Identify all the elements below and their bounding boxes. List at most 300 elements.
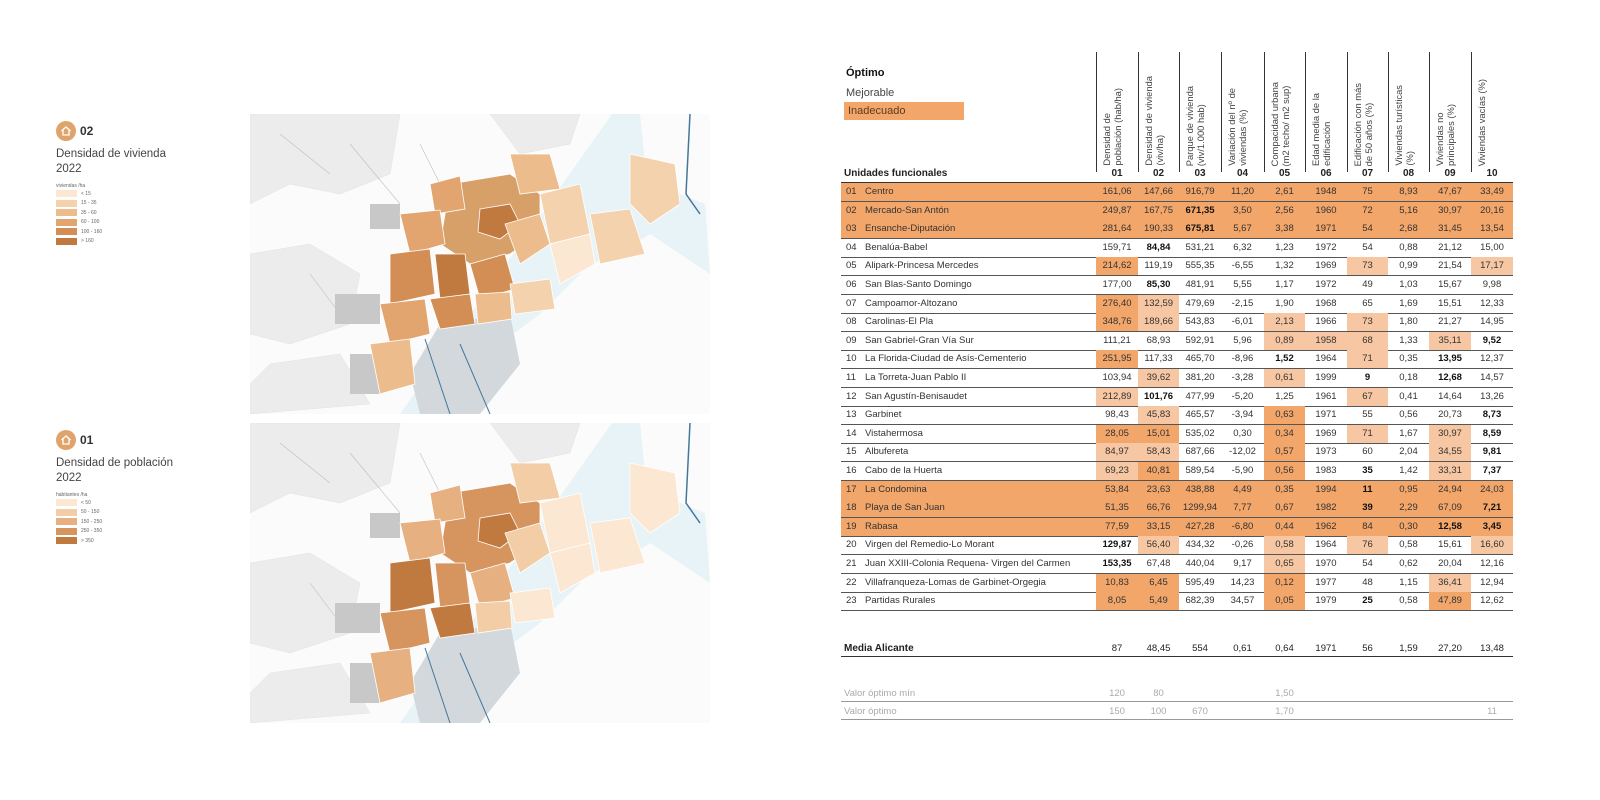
- table-cell: 69,23: [1096, 462, 1138, 480]
- table-cell: 12,37: [1480, 353, 1504, 365]
- table-cell: 0,88: [1399, 241, 1418, 253]
- row-name: San Gabriel-Gran Vía Sur: [865, 334, 974, 346]
- optimal_min-label: Valor óptimo mín: [844, 688, 916, 699]
- table-cell: 1994: [1315, 483, 1337, 495]
- row-name: Partidas Rurales: [865, 595, 936, 607]
- column-label: Edad media de la edificación: [1310, 93, 1332, 166]
- column-header: [1305, 52, 1347, 172]
- table-cell: 0,41: [1399, 390, 1418, 402]
- table-cell: 33,31: [1429, 462, 1471, 480]
- table-cell: 54: [1362, 558, 1373, 569]
- table-cell: 68: [1347, 332, 1388, 350]
- table-cell: 132,59: [1138, 295, 1179, 313]
- table-cell: 20,04: [1438, 558, 1462, 569]
- table-cell: 1970: [1315, 558, 1337, 569]
- table-row: [841, 183, 1513, 202]
- table-cell: 427,28: [1185, 520, 1215, 532]
- table-cell: 60: [1362, 446, 1373, 458]
- row-name: Mercado-San Antón: [865, 204, 949, 216]
- table-cell: 1979: [1315, 595, 1337, 607]
- table-cell: 51,35: [1105, 502, 1129, 514]
- map-densidad-poblacion: [250, 423, 710, 723]
- legend-number: 02: [80, 124, 94, 138]
- legend-range: [56, 189, 236, 199]
- row-number: 14: [846, 427, 857, 439]
- table-cell: 25: [1362, 595, 1373, 607]
- table-cell: 73: [1347, 257, 1388, 275]
- table-cell: 5,96: [1233, 334, 1252, 346]
- table-cell: 1,32: [1275, 260, 1294, 272]
- table-cell: 84,84: [1146, 241, 1171, 253]
- table-cell: 153,35: [1102, 558, 1132, 569]
- row-number: 22: [846, 576, 857, 588]
- legend-swatch: [56, 209, 77, 216]
- legend-range-label: 35 - 60: [81, 209, 97, 216]
- table-cell: 0,61: [1264, 369, 1305, 387]
- table-cell: 1,42: [1399, 465, 1418, 476]
- table-cell: 39: [1362, 502, 1373, 514]
- table-cell: 129,87: [1102, 539, 1132, 551]
- table-cell: 40,81: [1138, 462, 1179, 480]
- table-cell: 9,81: [1482, 446, 1502, 458]
- table-cell: 348,76: [1096, 313, 1138, 331]
- table-cell: 5,55: [1233, 279, 1252, 290]
- table-cell: 147,66: [1143, 186, 1174, 197]
- indicator-table: [841, 0, 1513, 800]
- row-name: Vistahermosa: [865, 427, 923, 439]
- table-cell: 2,68: [1399, 223, 1418, 235]
- legend-year: 2022: [56, 472, 82, 484]
- legend-range: [56, 208, 236, 218]
- row-number: 12: [846, 390, 857, 402]
- row-number: 20: [846, 539, 857, 551]
- table-cell: 1983: [1315, 465, 1337, 476]
- table-cell: 1969: [1315, 427, 1337, 439]
- table-cell: -12,02: [1229, 446, 1256, 458]
- table-cell: 3,45: [1482, 520, 1502, 532]
- table-cell: 543,83: [1185, 316, 1215, 328]
- table-cell: 7,77: [1233, 502, 1252, 514]
- table-cell: 84,97: [1096, 443, 1138, 461]
- table-cell: 0,56: [1399, 409, 1418, 421]
- optimal_min-cell: [1221, 685, 1264, 702]
- table-cell: 0,05: [1264, 592, 1305, 610]
- table-cell: 477,99: [1185, 390, 1215, 402]
- table-cell: -3,94: [1231, 409, 1254, 421]
- legend-swatch: [56, 238, 77, 245]
- table-cell: 28,05: [1096, 425, 1138, 443]
- table-cell: 0,35: [1399, 353, 1418, 365]
- table-row: [841, 239, 1513, 258]
- table-cell: 14,23: [1230, 576, 1255, 588]
- table-row: [841, 313, 1513, 332]
- column-label: Densidad de vivienda (viv/ha): [1143, 76, 1165, 166]
- average-cell: 0,61: [1233, 643, 1252, 654]
- row-number: 10: [846, 353, 857, 365]
- legend-unit: viviendas /ha: [56, 183, 86, 189]
- optimal-cell: 150: [1109, 706, 1125, 717]
- row-number: 15: [846, 446, 857, 458]
- table-row: [841, 332, 1513, 351]
- table-cell: 12,68: [1438, 372, 1462, 383]
- row-name: Albufereta: [865, 446, 909, 458]
- table-cell: 12,58: [1438, 520, 1462, 532]
- table-row: [841, 518, 1513, 537]
- table-cell: 11: [1362, 483, 1373, 495]
- table-cell: 48: [1362, 576, 1373, 588]
- map-densidad-vivienda: [250, 114, 710, 414]
- row-number: 08: [846, 316, 857, 328]
- row-number: 03: [846, 223, 857, 235]
- table-cell: 15,01: [1138, 425, 1179, 443]
- table-cell: 251,95: [1096, 350, 1138, 368]
- table-cell: 67,09: [1438, 502, 1462, 514]
- legend-items: [56, 189, 236, 246]
- column-header: [1388, 52, 1429, 172]
- table-cell: 5,67: [1233, 223, 1252, 235]
- average-row: [841, 640, 1513, 657]
- table-cell: 13,95: [1438, 353, 1462, 365]
- table-cell: 47,67: [1438, 186, 1462, 197]
- table-cell: 159,71: [1102, 241, 1132, 253]
- table-cell: 34,57: [1230, 595, 1255, 607]
- table-cell: 33,15: [1146, 520, 1171, 532]
- table-cell: 0,12: [1264, 574, 1305, 592]
- column-number: 01: [1111, 168, 1123, 179]
- table-cell: 53,84: [1105, 483, 1129, 495]
- house-icon: [56, 121, 76, 141]
- optimal-cell: 670: [1192, 706, 1208, 717]
- table-cell: 15,51: [1438, 297, 1462, 309]
- table-cell: 1,25: [1275, 390, 1294, 402]
- row-name: Carolinas-El Pla: [865, 316, 934, 328]
- row-number: 16: [846, 465, 857, 476]
- optimal_min-cell: [1429, 685, 1471, 702]
- table-cell: 592,91: [1185, 334, 1215, 346]
- table-cell: 71: [1347, 425, 1388, 443]
- table-cell: 20,16: [1480, 204, 1504, 216]
- legend-swatch: [56, 537, 77, 544]
- table-cell: 2,13: [1264, 313, 1305, 331]
- table-cell: 0,99: [1399, 260, 1418, 272]
- table-cell: 76: [1347, 536, 1388, 554]
- column-header: [1179, 52, 1221, 172]
- table-cell: 55: [1362, 409, 1373, 421]
- column-label: Edificación con más de 50 años (%): [1352, 82, 1374, 166]
- legend-optimo: Óptimo: [846, 67, 885, 79]
- table-cell: 675,81: [1185, 223, 1215, 235]
- table-cell: 1964: [1315, 539, 1337, 551]
- column-number: 06: [1320, 168, 1332, 179]
- column-number: 05: [1278, 168, 1291, 179]
- table-row: [841, 443, 1513, 462]
- table-cell: 73: [1347, 313, 1388, 331]
- table-cell: 0,56: [1264, 462, 1305, 480]
- optimal-cell: 1,70: [1275, 706, 1294, 717]
- table-cell: 281,64: [1102, 223, 1132, 235]
- unidades-funcionales-title: Unidades funcionales: [844, 168, 948, 179]
- row-name: San Blas-Santo Domingo: [865, 279, 972, 290]
- table-row: [841, 295, 1513, 314]
- table-cell: 3,50: [1233, 204, 1252, 216]
- table-cell: 595,49: [1185, 576, 1215, 588]
- table-cell: 6,32: [1233, 241, 1252, 253]
- column-label: Viviendas turísticas (%): [1393, 85, 1415, 166]
- table-cell: 0,57: [1264, 443, 1305, 461]
- legend-range: [56, 498, 236, 508]
- table-cell: 0,30: [1233, 427, 1252, 439]
- table-cell: 30,97: [1438, 204, 1462, 216]
- table-row: [841, 202, 1513, 221]
- table-cell: 84: [1362, 520, 1373, 532]
- legend-range-label: 250 - 350: [81, 528, 103, 535]
- row-name: Alipark-Princesa Mercedes: [865, 260, 979, 272]
- table-cell: 56,40: [1138, 536, 1179, 554]
- table-cell: 1,67: [1399, 427, 1418, 439]
- table-cell: 214,62: [1096, 257, 1138, 275]
- table-cell: 1,33: [1399, 334, 1418, 346]
- table-cell: 1968: [1315, 297, 1337, 309]
- table-cell: 1,03: [1399, 279, 1418, 290]
- legend-swatch: [56, 518, 77, 525]
- table-cell: 67: [1347, 388, 1388, 406]
- table-cell: 103,94: [1102, 372, 1132, 383]
- table-cell: 212,89: [1096, 388, 1138, 406]
- optimal_min-cell: [1388, 685, 1429, 702]
- table-cell: 1973: [1315, 446, 1337, 458]
- table-cell: -6,55: [1231, 260, 1254, 272]
- legend-vivienda: [56, 121, 236, 246]
- optimal_min-row: [841, 685, 1513, 702]
- row-name: Cabo de la Huerta: [865, 465, 943, 476]
- table-cell: 1964: [1315, 353, 1337, 365]
- optimal_min-cell: [1179, 685, 1221, 702]
- table-cell: 0,35: [1275, 483, 1294, 495]
- table-cell: 17,17: [1471, 257, 1513, 275]
- table-cell: 0,65: [1264, 555, 1305, 573]
- average-cell: 27,20: [1438, 643, 1462, 654]
- table-cell: 65: [1362, 297, 1373, 309]
- table-cell: 5,16: [1399, 204, 1418, 216]
- table-row: [841, 536, 1513, 555]
- optimal_min-cell: 120: [1109, 688, 1125, 699]
- table-cell: 1966: [1315, 316, 1337, 328]
- column-number: 08: [1402, 168, 1415, 179]
- table-cell: 8,59: [1482, 427, 1502, 439]
- column-label: Compacidad urbana (m2 techo/ m2 sup): [1269, 81, 1291, 166]
- table-cell: 465,70: [1185, 353, 1215, 365]
- table-cell: -6,01: [1231, 316, 1254, 328]
- table-cell: 0,58: [1399, 539, 1418, 551]
- table-cell: 0,34: [1264, 425, 1305, 443]
- table-cell: 117,33: [1144, 353, 1173, 365]
- legend-range-label: 15 - 35: [81, 200, 97, 207]
- optimal_min-cell: [1471, 685, 1513, 702]
- row-name: Garbinet: [865, 409, 902, 421]
- table-row: [841, 276, 1513, 295]
- table-cell: 68,93: [1146, 334, 1171, 346]
- legend-items: [56, 498, 236, 546]
- legend-unit: habitantes /ha: [56, 492, 88, 498]
- table-cell: 36,41: [1429, 574, 1471, 592]
- table-cell: 8,05: [1096, 592, 1138, 610]
- table-cell: 1982: [1315, 502, 1337, 514]
- table-cell: 9,52: [1482, 334, 1502, 346]
- column-label: Variación del nº de viviendas (%): [1226, 88, 1248, 166]
- table-cell: 23,63: [1146, 483, 1171, 495]
- row-number: 17: [846, 483, 857, 495]
- table-cell: 9,98: [1482, 279, 1502, 290]
- table-cell: 21,12: [1438, 241, 1462, 253]
- table-cell: 465,57: [1185, 409, 1215, 421]
- legend-range: [56, 536, 236, 546]
- row-name: Rabasa: [865, 520, 898, 532]
- table-cell: 6,45: [1138, 574, 1179, 592]
- table-row: [841, 220, 1513, 239]
- row-number: 13: [846, 409, 857, 421]
- optimal_min-cell: [1347, 685, 1388, 702]
- legend-range-label: > 160: [81, 238, 94, 245]
- table-cell: 1299,94: [1182, 502, 1218, 514]
- table-cell: 12,62: [1480, 595, 1504, 607]
- legend-range-label: 50 - 150: [81, 509, 100, 516]
- legend-swatch: [56, 219, 77, 226]
- row-number: 02: [846, 204, 857, 216]
- table-cell: 7,21: [1482, 502, 1502, 514]
- table-cell: 47,89: [1429, 592, 1471, 610]
- legend-title: Densidad de vivienda: [56, 148, 166, 160]
- row-number: 18: [846, 502, 857, 514]
- column-label: Densidad de población (hab/ha): [1101, 88, 1123, 166]
- legend-range-label: 100 - 160: [81, 228, 103, 235]
- table-cell: 67,48: [1146, 558, 1171, 569]
- table-cell: 45,83: [1138, 406, 1179, 424]
- table-cell: 0,58: [1399, 595, 1418, 607]
- table-row: [841, 406, 1513, 425]
- table-cell: 5,49: [1138, 592, 1179, 610]
- table-cell: 24,94: [1438, 483, 1462, 495]
- table-cell: 0,95: [1399, 483, 1418, 495]
- table-cell: 535,02: [1185, 427, 1215, 439]
- table-cell: -8,96: [1231, 353, 1254, 365]
- table-cell: -5,20: [1231, 390, 1254, 402]
- table-cell: 1,15: [1399, 576, 1418, 588]
- table-cell: 21,27: [1438, 316, 1462, 328]
- table-cell: 14,95: [1480, 316, 1504, 328]
- table-cell: 14,64: [1438, 390, 1462, 402]
- table-cell: 111,21: [1103, 334, 1131, 346]
- table-cell: 687,66: [1185, 446, 1215, 458]
- row-name: San Agustín-Benisaudet: [865, 390, 967, 402]
- column-number: 03: [1194, 168, 1206, 179]
- table-cell: 189,66: [1138, 313, 1179, 331]
- legend-poblacion: [56, 430, 236, 546]
- legend-swatch: [56, 509, 77, 516]
- table-cell: 1971: [1315, 409, 1337, 421]
- average-cell: 554: [1192, 643, 1208, 654]
- table-cell: 0,18: [1399, 372, 1418, 383]
- row-name: La Florida-Ciudad de Asís-Cementerio: [865, 353, 1027, 365]
- table-cell: 440,04: [1185, 558, 1215, 569]
- table-cell: 16,60: [1471, 536, 1513, 554]
- average-cell: 56: [1362, 643, 1373, 654]
- column-header: [1264, 52, 1305, 172]
- table-cell: 15,67: [1438, 279, 1462, 290]
- table-cell: 0,67: [1275, 502, 1294, 514]
- table-cell: 1960: [1315, 204, 1337, 216]
- table-cell: 77,59: [1105, 520, 1129, 532]
- average-label: Media Alicante: [844, 643, 914, 654]
- table-cell: 249,87: [1102, 204, 1132, 216]
- table-cell: 9,17: [1233, 558, 1252, 569]
- table-cell: 8,73: [1482, 409, 1502, 421]
- column-number: 04: [1236, 168, 1249, 179]
- table-cell: 481,91: [1185, 279, 1215, 290]
- table-cell: 0,89: [1264, 332, 1305, 350]
- table-cell: 167,75: [1143, 204, 1174, 216]
- table-row: [841, 555, 1513, 574]
- row-number: 19: [846, 520, 857, 532]
- table-cell: 1,90: [1275, 297, 1294, 309]
- average-cell: 1971: [1315, 643, 1337, 654]
- table-cell: 72: [1362, 204, 1373, 216]
- row-number: 23: [846, 595, 857, 607]
- table-row: [841, 257, 1513, 276]
- table-cell: -6,80: [1231, 520, 1254, 532]
- table-cell: 85,30: [1146, 279, 1171, 290]
- table-cell: 54: [1362, 223, 1373, 235]
- row-number: 21: [846, 558, 857, 569]
- legend-range: [56, 227, 236, 237]
- table-cell: 1999: [1315, 372, 1337, 383]
- row-number: 07: [846, 297, 857, 309]
- legend-swatch: [56, 190, 77, 197]
- average-cell: 0,64: [1275, 643, 1294, 654]
- row-name: La Torreta-Juan Pablo II: [865, 372, 967, 383]
- table-cell: 35: [1362, 465, 1373, 476]
- table-cell: 434,32: [1185, 539, 1215, 551]
- legend-range-label: < 50: [81, 499, 91, 506]
- table-row: [841, 499, 1513, 518]
- table-cell: 9: [1364, 372, 1371, 383]
- table-cell: 1,23: [1275, 241, 1294, 253]
- legend-mejorable: Mejorable: [846, 87, 895, 99]
- table-cell: 13,26: [1480, 390, 1504, 402]
- table-row: [841, 388, 1513, 407]
- optimal-row: [841, 703, 1513, 720]
- table-cell: 66,76: [1146, 502, 1171, 514]
- table-cell: 479,69: [1185, 297, 1215, 309]
- table-cell: 13,54: [1480, 223, 1504, 235]
- legend-range-label: 150 - 250: [81, 518, 103, 525]
- table-cell: 0,62: [1399, 558, 1418, 569]
- table-cell: 381,20: [1185, 372, 1215, 383]
- row-name: Playa de San Juan: [865, 502, 945, 514]
- table-cell: 11,20: [1230, 186, 1255, 197]
- row-number: 11: [846, 372, 856, 383]
- table-cell: 531,21: [1185, 241, 1215, 253]
- optimal_min-cell: 1,50: [1275, 688, 1294, 699]
- table-cell: 1948: [1315, 186, 1337, 197]
- table-cell: 276,40: [1096, 295, 1138, 313]
- table-cell: 1958: [1305, 332, 1347, 350]
- average-cell: 1,59: [1399, 643, 1418, 654]
- row-number: 05: [846, 260, 857, 272]
- row-name: Centro: [865, 186, 894, 197]
- row-number: 01: [846, 186, 857, 197]
- table-cell: 1972: [1315, 241, 1337, 253]
- table-cell: 101,76: [1143, 390, 1174, 402]
